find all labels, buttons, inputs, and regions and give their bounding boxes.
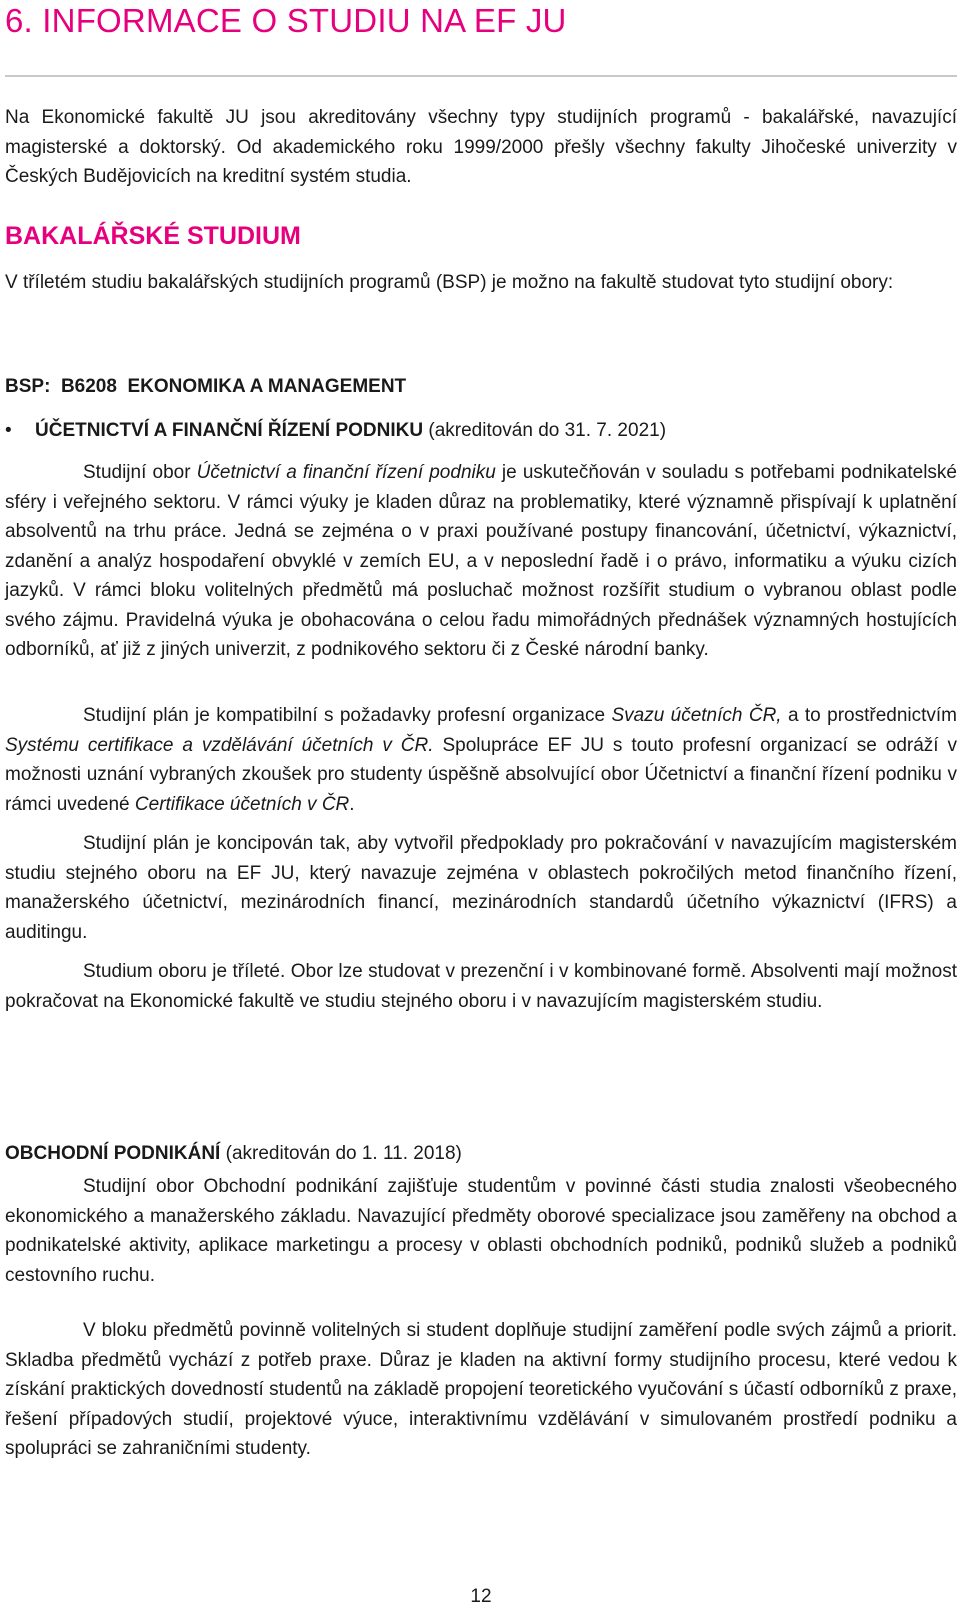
page-number: 12 <box>470 1586 492 1607</box>
intro-paragraph: Na Ekonomické fakultě JU jsou akreditovány všechny typy studijních programů - bakalářské, navazující magisterské a doktorský. Od akademického roku 1999/2000 přešly všechny fakulty Jihočeské univerzity v Českých Budějovicích na kreditní systém studia. <box>5 107 957 187</box>
field2-accreditation: (akreditován do 1. 11. 2018) <box>220 1143 462 1164</box>
field1-accreditation: (akreditován do 31. 7. 2021) <box>423 420 667 441</box>
field1-paragraph-2 <box>5 701 957 819</box>
bullet-marker: • <box>5 420 12 441</box>
field1-paragraph-3: Studijní plán je koncipován tak, aby vytvořil předpoklady pro pokračování v navazujícím magisterském studiu stejného oboru na EF JU, který navazuje zejména v oblastech pokročilých metod finančního řízení, manažerského účetnictví, mezinárodních financí, mezinárodních standardů účetního výkaznictví (IFRS) a auditingu. <box>5 833 957 943</box>
page-title: 6. INFORMACE O STUDIU NA EF JU <box>5 2 567 39</box>
field2-name: OBCHODNÍ PODNIKÁNÍ <box>5 1143 221 1164</box>
field1-name: ÚČETNICTVÍ A FINANČNÍ ŘÍZENÍ PODNIKU <box>35 420 424 441</box>
field1-p2-text-d: . <box>349 793 355 815</box>
field1-paragraph-4: Studium oboru je tříleté. Obor lze studovat v prezenční i v kombinované formě. Absolventi mají možnost pokračovat na Ekonomické fakultě ve studiu stejného oboru i v navazujícím magisterském studiu. <box>5 961 957 1012</box>
field1-p2-italic-3: Certifikace účetních v ČR <box>134 793 350 815</box>
bachelor-intro: V tříletém studiu bakalářských studijních programů (BSP) je možno na fakultě studovat tyto studijní obory: <box>5 272 894 293</box>
title-divider <box>5 75 957 77</box>
program-label: BSP: B6208 EKONOMIKA A MANAGEMENT <box>5 376 407 397</box>
field2-paragraph-1: Studijní obor Obchodní podnikání zajišťuje studentům v povinné části studia znalosti všeobecného ekonomického a manažerského základu. Navazující předměty oborové specializace jsou zaměřeny na obchod a podnikatelské aktivity, aplikace marketingu a procesy v oblasti obchodních podniků, podniků služeb a podniků cestovního ruchu. <box>5 1176 957 1286</box>
field1-paragraph-1 <box>5 458 957 665</box>
field1-p1-text-b: je uskutečňován v souladu s potřebami podnikatelské sféry i veřejného sektoru. V rámci výuky je kladen důraz na problematiky, které významně přispívají k uplatnění absolventů na trhu práce. Jedná se zejména o v praxi používané postupy financování, účetnictví, výkaznictví, zdanění a analýz hospodaření obvyklé v zemích EU, a v neposlední řadě i o právo, informatiku a výuku cizích jazyků. V rámci bloku volitelných předmětů má posluchač možnost rozšířit studium o vybranou oblast podle svého zájmu. Pravidelná výuka je obohacována o celou řadu mimořádných přednášek významných hostujících odborníků, ať již z jiných univerzit, z podnikového sektoru či z České národní banky. <box>5 462 957 660</box>
field1-heading <box>35 420 666 442</box>
field1-p2-text-c: Spolupráce EF JU s touto profesní organizací se odráží v možnosti uznání vybraných zkoušek pro studenty úspěšně absolvující obor Účetnictví a finanční řízení podniku v rámci uvedené <box>5 734 957 815</box>
document-page <box>5 0 958 1618</box>
field1-p2-italic-2: Systému certifikace a vzdělávání účetních v ČR. <box>5 734 434 756</box>
field1-p1-text-a: Studijní obor <box>83 462 197 483</box>
bachelor-heading: BAKALÁŘSKÉ STUDIUM <box>5 222 301 250</box>
field1-p2-text-a: Studijní plán je kompatibilní s požadavky profesní organizace <box>83 705 612 726</box>
field1-p2-italic-1: Svazu účetních ČR, <box>611 705 782 726</box>
field1-p1-italic: Účetnictví a finanční řízení podniku <box>196 462 496 483</box>
field1-p2-text-b: a to prostřednictvím <box>781 705 958 726</box>
field2-heading <box>5 1143 462 1165</box>
field2-paragraph-2: V bloku předmětů povinně volitelných si student doplňuje studijní zaměření podle svých zájmů a priorit. Skladba předmětů vychází z potřeb praxe. Důraz je kladen na aktivní formy studijního procesu, které vedou k získání praktických dovedností studentů na základě propojení teoretického vyučování s účastí odborníků z praxe, řešení případových studií, projektové výuce, interaktivnímu vzdělávání v simulovaném prostředí podniku a spolupráci se zahraničními studenty. <box>5 1320 957 1459</box>
